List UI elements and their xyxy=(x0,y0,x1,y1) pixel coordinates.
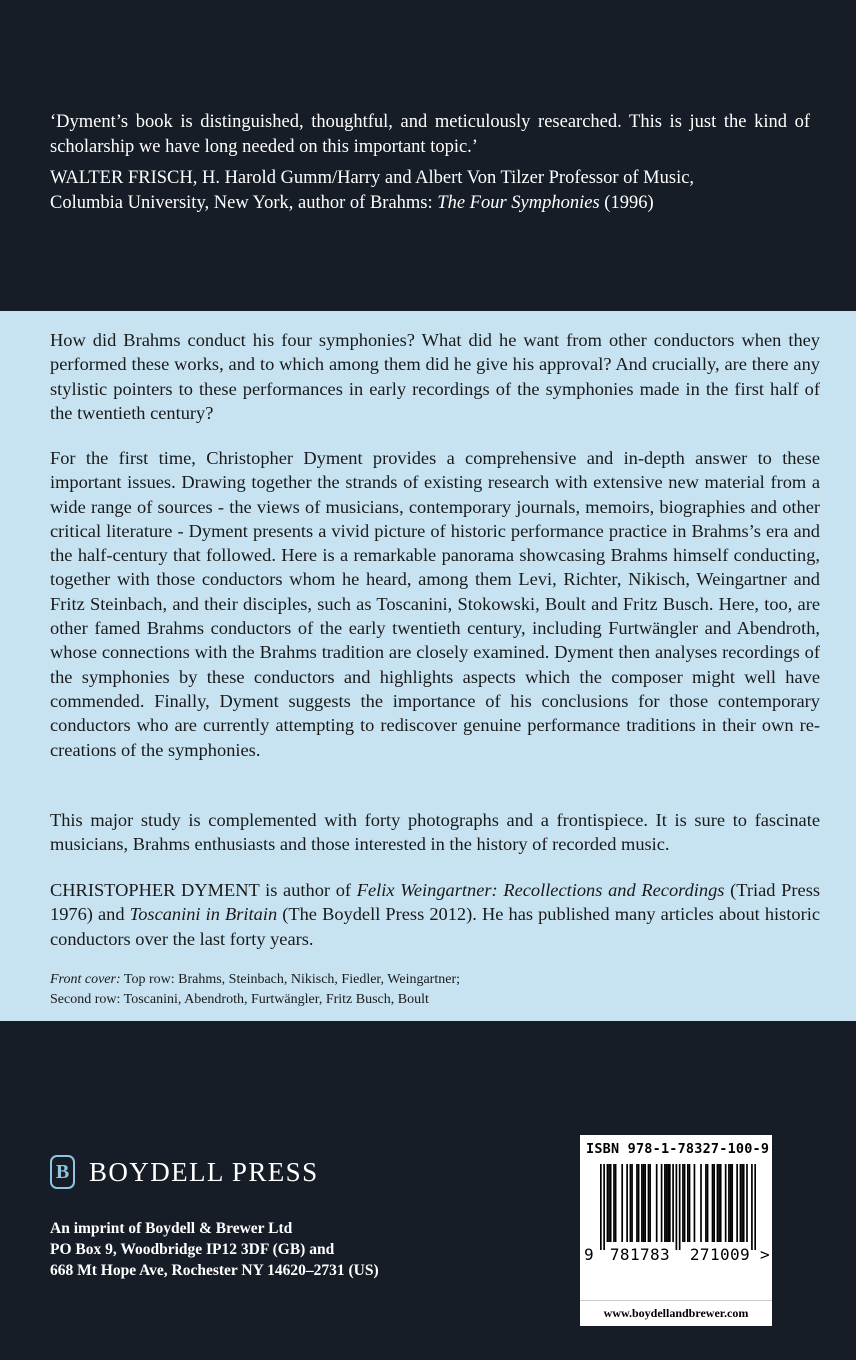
barcode-bar xyxy=(712,1164,714,1242)
barcode-bar xyxy=(621,1164,623,1242)
barcode-bar xyxy=(754,1164,756,1250)
barcode-bar xyxy=(728,1164,730,1242)
barcode-bar xyxy=(608,1164,610,1242)
barcode-bar xyxy=(607,1164,609,1242)
barcode-bar xyxy=(736,1164,738,1242)
barcode-bar xyxy=(718,1164,720,1242)
attribution-title: The Four Symphonies xyxy=(437,193,600,213)
publisher-name: BOYDELL PRESS xyxy=(89,1156,319,1187)
attribution-name: WALTER FRISCH, H. Harold Gumm/Harry and Albert Von Tilzer Professor of Music, xyxy=(50,168,695,188)
barcode-bar xyxy=(615,1164,617,1242)
address-line-1: An imprint of Boydell & Brewer Ltd xyxy=(50,1220,293,1237)
barcode-bar xyxy=(672,1164,674,1242)
barcode-bar xyxy=(679,1164,681,1250)
author-book-2: Toscanini in Britain xyxy=(129,904,278,925)
publisher-logo xyxy=(50,1155,318,1189)
barcode-bar xyxy=(610,1164,612,1242)
cover-caption-line2: Second row: Toscanini, Abendroth, Furtwängler, Fritz Busch, Boult xyxy=(50,992,429,1007)
cover-caption-colon: : xyxy=(115,972,121,987)
barcode-bar xyxy=(700,1164,702,1242)
barcode-bar xyxy=(720,1164,722,1242)
barcode-bar xyxy=(661,1164,663,1242)
barcode-bar xyxy=(603,1164,605,1250)
barcode-bar xyxy=(648,1164,650,1242)
isbn-label: ISBN 978-1-78327-100-9 xyxy=(586,1141,770,1157)
barcode-bar xyxy=(643,1164,645,1242)
barcode-bar xyxy=(631,1164,633,1242)
barcode-bars xyxy=(600,1164,756,1250)
barcode-bar xyxy=(730,1164,732,1242)
barcode-bar xyxy=(644,1164,646,1242)
barcode-bar xyxy=(687,1164,689,1242)
barcode-bar xyxy=(600,1164,602,1250)
barcode-bar xyxy=(669,1164,671,1242)
attribution-line2: Columbia University, New York, author of Brahms: xyxy=(50,193,438,213)
author-book-1: Felix Weingartner: Recollections and Recordings xyxy=(356,880,725,900)
author-bio-end: (The Boydell Press 2012). He has published many articles about historic conductors over the last forty years. xyxy=(50,904,821,949)
barcode-bar xyxy=(694,1164,696,1242)
attribution-affiliation xyxy=(50,191,830,216)
barcode-bar xyxy=(740,1164,742,1242)
endorsement-section xyxy=(0,0,856,311)
publisher-section xyxy=(0,1021,856,1360)
barcode-digits-right: 271009 xyxy=(689,1245,751,1264)
blurb-paragraph-3: This major study is complemented with forty photographs and a frontispiece. It is sure to fascinate musicians, Brahms enthusiasts and those interested in the history of recorded music. xyxy=(50,810,820,855)
endorsement-quote: ‘Dyment’s book is distinguished, thoughtful, and meticulously researched. This is just the kind of scholarship we have long needed on this important topic.’ xyxy=(50,112,810,157)
barcode-bar xyxy=(682,1164,684,1242)
barcode-bar xyxy=(656,1164,658,1242)
barcode-bar xyxy=(741,1164,743,1242)
barcode-digits xyxy=(584,1245,770,1264)
barcode-bar xyxy=(664,1164,666,1242)
cover-caption-line1: Top row: Brahms, Steinbach, Nikisch, Fiedler, Weingartner; xyxy=(120,972,461,987)
barcode-bar xyxy=(636,1164,638,1242)
barcode-digit-first: 9 xyxy=(584,1245,594,1264)
barcode-bar xyxy=(676,1164,678,1250)
barcode-digits-left: 781783 xyxy=(609,1245,671,1264)
barcode-bar xyxy=(746,1164,748,1242)
barcode-bar xyxy=(751,1164,753,1250)
barcode-bar xyxy=(641,1164,643,1242)
barcode-quiet-mark: > xyxy=(760,1245,770,1264)
barcode-bar xyxy=(666,1164,668,1242)
barcode-bar xyxy=(725,1164,727,1242)
barcode-bar xyxy=(731,1164,733,1242)
author-bio xyxy=(50,878,820,951)
publisher-address xyxy=(50,1218,470,1281)
barcode-bar xyxy=(713,1164,715,1242)
isbn-barcode xyxy=(580,1135,772,1300)
address-line-2: PO Box 9, Woodbridge IP12 3DF (GB) and xyxy=(50,1241,335,1258)
publisher-website: www.boydellandbrewer.com xyxy=(580,1300,772,1326)
barcode-bar xyxy=(707,1164,709,1242)
endorsement-attribution xyxy=(50,166,830,216)
cover-caption xyxy=(50,970,820,1010)
barcode-bar xyxy=(705,1164,707,1242)
barcode-bar xyxy=(649,1164,651,1242)
barcode-bar xyxy=(743,1164,745,1242)
author-bio-intro: CHRISTOPHER DYMENT is author of xyxy=(50,880,357,900)
barcode-bar xyxy=(684,1164,686,1242)
barcode-bar xyxy=(667,1164,669,1242)
barcode-bar xyxy=(638,1164,640,1242)
barcode-bar xyxy=(613,1164,615,1242)
barcode-bar xyxy=(626,1164,628,1242)
publisher-logo-icon: B xyxy=(50,1155,75,1189)
address-line-3: 668 Mt Hope Ave, Rochester NY 14620–2731 (US) xyxy=(50,1262,379,1279)
author-bio-mid: (Triad Press 1976) and xyxy=(50,880,821,925)
barcode-bar xyxy=(689,1164,691,1242)
blurb-paragraph-1: How did Brahms conduct his four symphonies? What did he want from other conductors when they performed these works, and to which among them did he give his approval? And crucially, are there any stylistic pointers to these performances in early recordings of the symphonies made in the first half of the twentieth century? xyxy=(50,330,820,423)
attribution-year: (1996) xyxy=(599,193,654,213)
barcode-bar xyxy=(717,1164,719,1242)
blurb-paragraph-2: For the first time, Christopher Dyment provides a comprehensive and in-depth answer to these important issues. Drawing together the strands of existing research with extensive new material from a wide range of sources - the views of musicians, contemporary journals, memoirs, biographies and other critical literature - Dyment presents a vivid picture of historic performance practice in Brahms’s era and the half-century that followed. Here is a remarkable panorama showcasing Brahms himself conducting, together with those conductors whom he heard, among them Levi, Richter, Nikisch, Weingartner and Fritz Steinbach, and their disciples, such as Toscanini, Stokowski, Boult and Fritz Busch. Here, too, are other famed Brahms conductors of the early twentieth century, including Furtwängler and Abendroth, whose connections with the Brahms tradition are closely examined. Dyment then analyses recordings of the symphonies by these conductors and highlights aspects which the composer might well have commended. Finally, Dyment suggests the importance of his conclusions for those contemporary conductors who are currently attempting to rediscover genuine performance traditions in their own re-creations of the symphonies. xyxy=(50,448,820,760)
cover-caption-label: Front cover xyxy=(50,972,116,987)
blurb-panel xyxy=(0,311,856,1021)
barcode-bar xyxy=(630,1164,632,1242)
